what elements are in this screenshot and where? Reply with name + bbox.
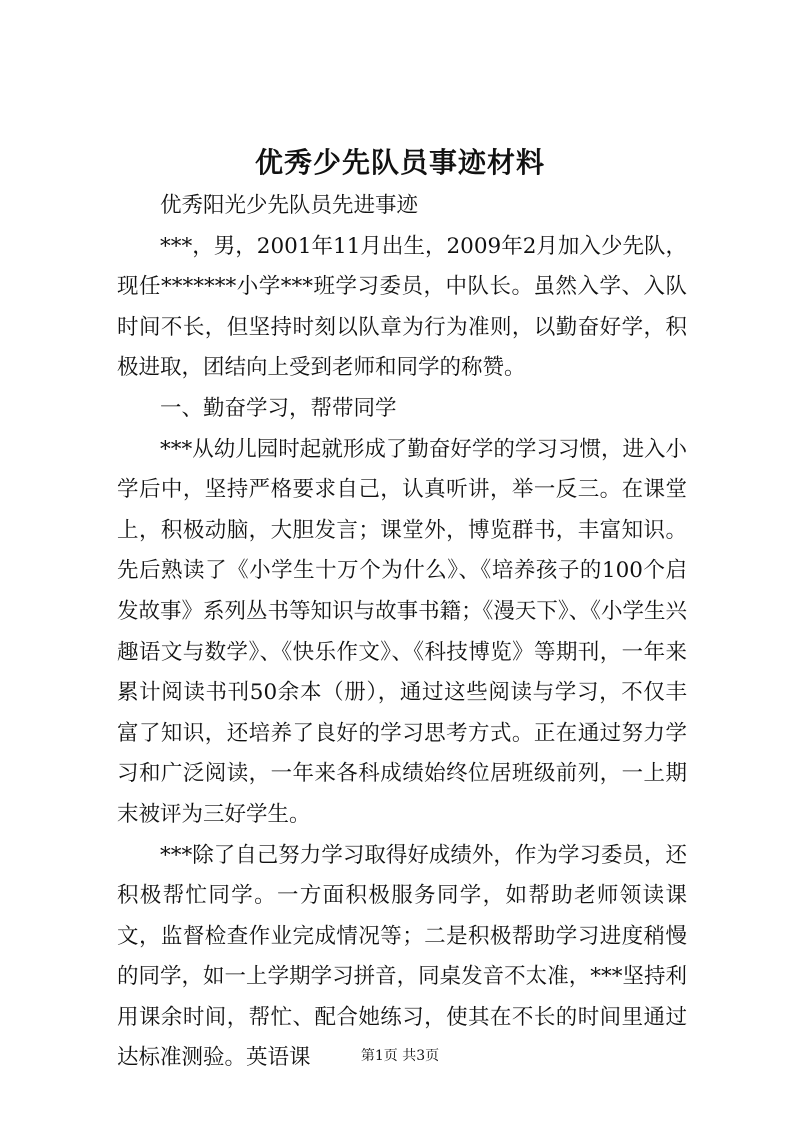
page-footer: 第1页 共3页: [360, 1048, 440, 1064]
document-body: [117, 186, 687, 1079]
help-paragraph: ***除了自己努力学习取得好成绩外，作为学习委员，还积极帮忙同学。一方面积极服务同学，如帮助老师领读课文，监督检查作业完成情况等；二是积极帮助学习进度稍慢的同学，如一上学期学习拼音，同桌发音不太准，***坚持利用课余时间，帮忙、配合她练习，使其在不长的时间里通过达标准测验。英语课: [117, 842, 687, 1071]
study-paragraph: ***从幼儿园时起就形成了勤奋好学的学习习惯，进入小学后中，坚持严格要求自己，认真听讲，举一反三。在课堂上，积极动脑，大胆发言；课堂外，博览群书，丰富知识。先后熟读了《小学生十万个为什么》、《培养孩子的100个启发故事》系列丛书等知识与故事书籍；《漫天下》、《小学生兴趣语文与数学》、《快乐作文》、《科技博览》等期刊，一年来累计阅读书刊50余本（册），通过这些阅读与学习，不仅丰富了知识，还培养了良好的学习思考方式。正在通过努力学习和广泛阅读，一年来各科成绩始终位居班级前列，一上期末被评为三好学生。: [117, 436, 687, 827]
subtitle-paragraph: 优秀阳光少先队员先进事迹: [160, 193, 419, 218]
intro-paragraph: ***，男，2001年11月出生，2009年2月加入少先队，现任*******小学***班学习委员，中队长。虽然入学、入队时间不长，但坚持时刻以队章为行为准则，以勤奋好学，积极进取，团结向上受到老师和同学的称赞。: [117, 233, 687, 381]
section-heading: 一、勤奋学习，帮带同学: [160, 395, 397, 421]
document-title: 优秀少先队员事迹材料: [254, 146, 545, 179]
